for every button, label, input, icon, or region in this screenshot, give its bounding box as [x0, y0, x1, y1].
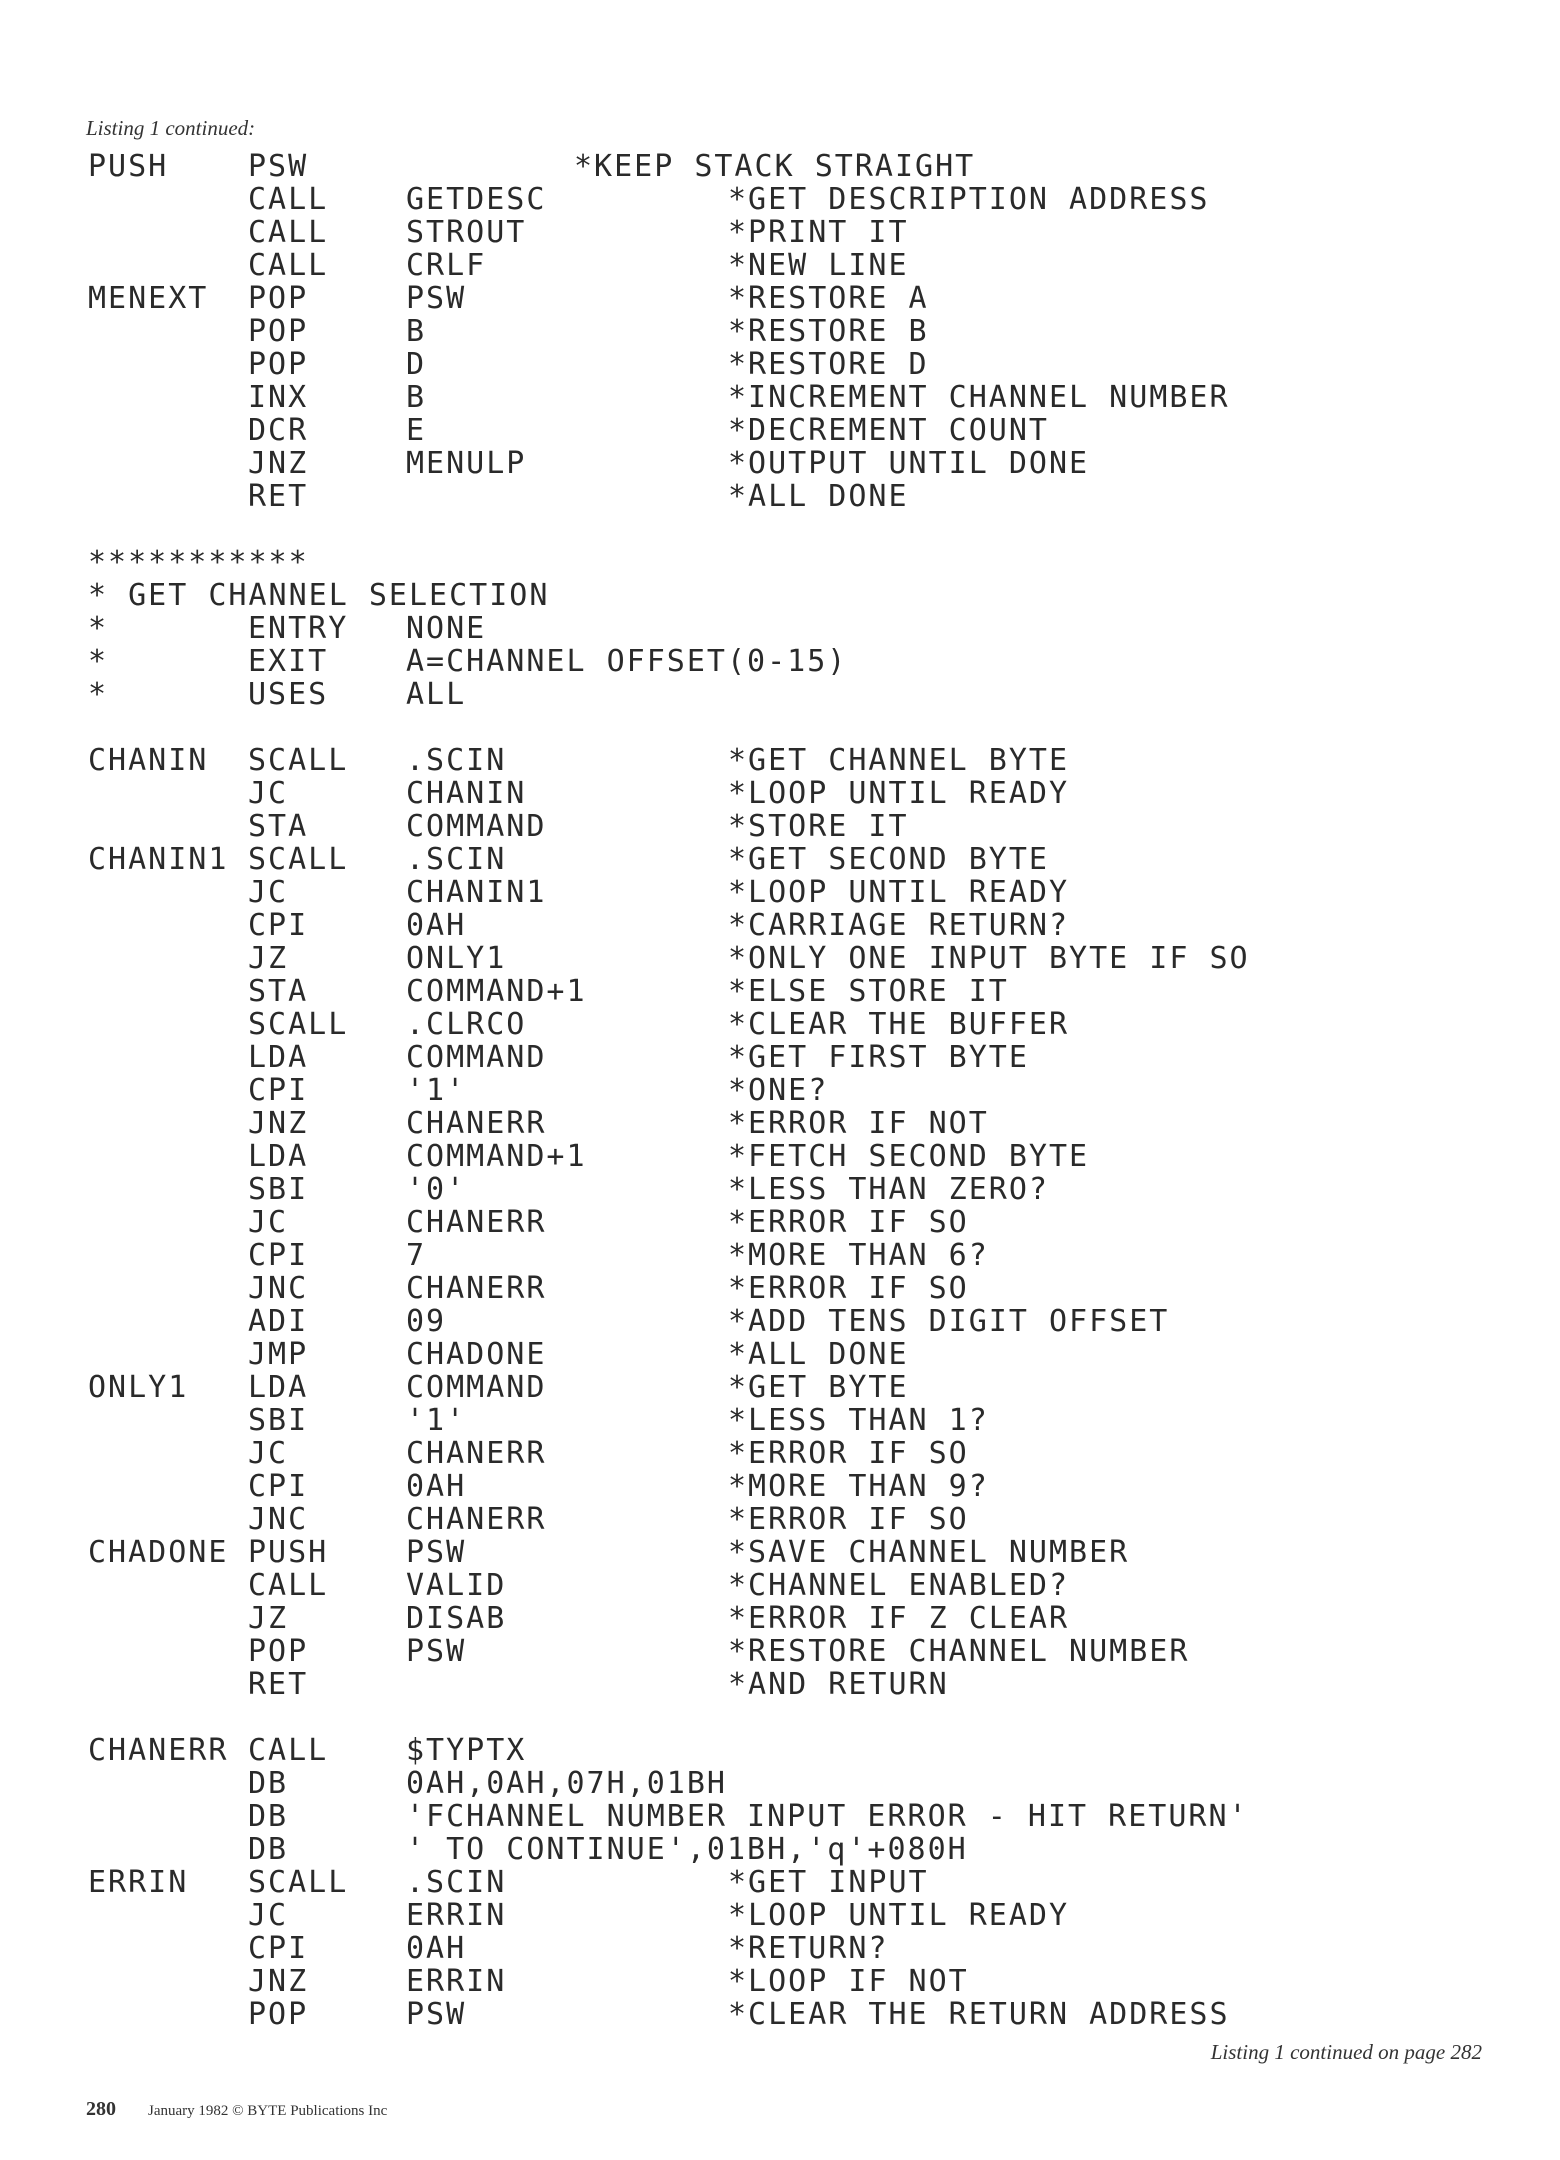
code-line	[84, 1074, 1484, 1107]
code-opcode: POP	[248, 281, 309, 316]
code-comment: *LOOP UNTIL READY	[728, 1898, 1070, 1933]
code-comment: *ONE?	[728, 1073, 829, 1108]
code-opcode: SCALL	[248, 1007, 349, 1042]
code-comment: *ERROR IF SO	[728, 1205, 969, 1240]
code-line	[84, 1404, 1484, 1437]
code-opcode: POP	[248, 347, 309, 382]
code-opcode: DB	[248, 1766, 289, 1801]
code-line	[84, 414, 1484, 447]
code-comment: *OUTPUT UNTIL DONE	[728, 446, 1090, 481]
code-opcode: USES	[248, 677, 329, 712]
code-comment: *CARRIAGE RETURN?	[728, 908, 1070, 943]
code-operand: CRLF	[406, 248, 487, 283]
code-opcode: SBI	[248, 1172, 309, 1207]
code-comment: *RESTORE A	[728, 281, 929, 316]
code-operand: ' TO CONTINUE',01BH,'q'+080H	[406, 1832, 968, 1867]
code-opcode: CALL	[248, 1733, 329, 1768]
section-header	[84, 612, 1484, 711]
code-operand: ERRIN	[406, 1964, 507, 1999]
code-operand: COMMAND+1	[406, 974, 587, 1009]
code-comment: *CLEAR THE BUFFER	[728, 1007, 1070, 1042]
code-operand: DISAB	[406, 1601, 507, 1636]
code-operand: A=CHANNEL OFFSET(0-15)	[406, 644, 848, 679]
code-opcode: JMP	[248, 1337, 309, 1372]
code-comment: *GET DESCRIPTION ADDRESS	[728, 182, 1210, 217]
code-opcode: DCR	[248, 413, 309, 448]
code-line	[84, 447, 1484, 480]
code-line	[84, 381, 1484, 414]
code-operand: '1'	[406, 1073, 467, 1108]
code-operand: 0AH	[406, 1931, 467, 1966]
code-operand: PSW	[406, 1535, 467, 1570]
code-opcode: JNC	[248, 1271, 309, 1306]
code-opcode: CALL	[248, 215, 329, 250]
code-opcode: ENTRY	[248, 611, 349, 646]
code-comment: *RETURN?	[728, 1931, 889, 1966]
code-opcode: SCALL	[248, 1865, 349, 1900]
code-operand: STROUT	[406, 215, 527, 250]
code-line	[84, 1206, 1484, 1239]
code-comment: *LOOP UNTIL READY	[728, 875, 1070, 910]
code-opcode: SCALL	[248, 842, 349, 877]
code-opcode: INX	[248, 380, 309, 415]
code-opcode: CALL	[248, 248, 329, 283]
blank-line	[84, 711, 1484, 744]
code-line	[84, 1041, 1484, 1074]
code-label: CHADONE	[88, 1535, 229, 1570]
code-operand: CHANERR	[406, 1205, 547, 1240]
code-operand: CHANERR	[406, 1106, 547, 1141]
code-operand: CHADONE	[406, 1337, 547, 1372]
code-opcode: CPI	[248, 1931, 309, 1966]
code-block-menu	[84, 150, 1484, 513]
code-opcode: JC	[248, 776, 289, 811]
code-operand: COMMAND	[406, 1370, 547, 1405]
code-opcode: LDA	[248, 1040, 309, 1075]
section-title	[84, 579, 1484, 612]
code-opcode: PUSH	[248, 1535, 329, 1570]
code-line	[84, 282, 1484, 315]
code-line	[84, 1965, 1484, 1998]
code-operand: B	[406, 380, 427, 415]
star-divider-text: ***********	[88, 545, 309, 580]
code-comment: *AND RETURN	[728, 1667, 949, 1702]
code-label: ERRIN	[88, 1865, 189, 1900]
code-line	[84, 1371, 1484, 1404]
code-comment: *GET BYTE	[728, 1370, 909, 1405]
code-comment: *ELSE STORE IT	[728, 974, 1009, 1009]
code-opcode: PSW	[248, 149, 309, 184]
code-comment: *FETCH SECOND BYTE	[728, 1139, 1090, 1174]
code-operand: MENULP	[406, 446, 527, 481]
code-operand: B	[406, 314, 427, 349]
code-line	[84, 1932, 1484, 1965]
code-comment: *GET FIRST BYTE	[728, 1040, 1029, 1075]
code-label: CHANIN1	[88, 842, 229, 877]
code-operand: ALL	[406, 677, 467, 712]
code-comment: *RESTORE D	[728, 347, 929, 382]
code-line	[84, 315, 1484, 348]
code-opcode: CALL	[248, 1568, 329, 1603]
code-line	[84, 1767, 1484, 1800]
code-comment: *ALL DONE	[728, 1337, 909, 1372]
code-operand: ONLY1	[406, 941, 507, 976]
code-opcode: JC	[248, 1436, 289, 1471]
code-comment: *MORE THAN 6?	[728, 1238, 989, 1273]
code-line	[84, 810, 1484, 843]
code-operand: D	[406, 347, 427, 382]
code-line	[84, 1668, 1484, 1701]
code-operand: '0'	[406, 1172, 467, 1207]
page-number: 280	[86, 2098, 116, 2120]
code-line	[84, 942, 1484, 975]
code-opcode: POP	[248, 1634, 309, 1669]
code-operand: .SCIN	[406, 842, 507, 877]
code-operand: GETDESC	[406, 182, 547, 217]
code-line	[84, 843, 1484, 876]
code-opcode: JNZ	[248, 1106, 309, 1141]
code-line	[84, 183, 1484, 216]
code-comment: *SAVE CHANNEL NUMBER	[728, 1535, 1130, 1570]
code-opcode: JNZ	[248, 1964, 309, 1999]
code-line	[84, 1272, 1484, 1305]
code-operand: 0AH	[406, 1469, 467, 1504]
code-operand: 7	[406, 1238, 427, 1273]
code-opcode: JC	[248, 1898, 289, 1933]
code-line	[84, 744, 1484, 777]
code-operand: VALID	[406, 1568, 507, 1603]
code-comment: *INCREMENT CHANNEL NUMBER	[728, 380, 1230, 415]
code-operand: 'FCHANNEL NUMBER INPUT ERROR - HIT RETURN'	[406, 1799, 1249, 1834]
code-opcode: JZ	[248, 1601, 289, 1636]
code-line	[84, 1008, 1484, 1041]
code-comment: *NEW LINE	[728, 248, 909, 283]
code-label: CHANERR	[88, 1733, 229, 1768]
code-comment: *ERROR IF NOT	[728, 1106, 989, 1141]
code-comment: *LOOP UNTIL READY	[728, 776, 1070, 811]
code-comment: *GET INPUT	[728, 1865, 929, 1900]
code-line	[84, 1800, 1484, 1833]
code-label: *	[88, 644, 109, 679]
code-line	[84, 1569, 1484, 1602]
code-operand: PSW	[406, 1997, 467, 2032]
code-opcode: EXIT	[248, 644, 329, 679]
code-operand: .CLRCO	[406, 1007, 527, 1042]
code-line	[84, 1140, 1484, 1173]
section-title-text: * GET CHANNEL SELECTION	[88, 578, 550, 613]
code-operand: CHANIN1	[406, 875, 547, 910]
code-line	[84, 1635, 1484, 1668]
code-opcode: POP	[248, 1997, 309, 2032]
code-opcode: CPI	[248, 908, 309, 943]
code-line	[84, 612, 1484, 645]
code-operand: $TYPTX	[406, 1733, 527, 1768]
code-comment: *ONLY ONE INPUT BYTE IF SO	[728, 941, 1250, 976]
code-comment: *RESTORE CHANNEL NUMBER	[728, 1634, 1190, 1669]
code-line	[84, 1899, 1484, 1932]
code-opcode: POP	[248, 314, 309, 349]
code-opcode: SBI	[248, 1403, 309, 1438]
code-comment: *ADD TENS DIGIT OFFSET	[728, 1304, 1170, 1339]
code-line	[84, 645, 1484, 678]
code-comment: *DECREMENT COUNT	[728, 413, 1049, 448]
code-operand: CHANIN	[406, 776, 527, 811]
code-line	[84, 348, 1484, 381]
publication-line: January 1982 © BYTE Publications Inc	[148, 2103, 388, 2119]
code-operand: COMMAND+1	[406, 1139, 587, 1174]
code-opcode: LDA	[248, 1370, 309, 1405]
code-line	[84, 1602, 1484, 1635]
code-opcode: SCALL	[248, 743, 349, 778]
code-comment: *CHANNEL ENABLED?	[728, 1568, 1070, 1603]
code-operand: 09	[406, 1304, 447, 1339]
code-operand: '1'	[406, 1403, 467, 1438]
code-comment: *LOOP IF NOT	[728, 1964, 969, 1999]
code-opcode: DB	[248, 1832, 289, 1867]
code-opcode: DB	[248, 1799, 289, 1834]
code-comment: *GET SECOND BYTE	[728, 842, 1049, 877]
code-listing	[84, 150, 1484, 2031]
code-line	[84, 216, 1484, 249]
code-comment: *ALL DONE	[728, 479, 909, 514]
code-operand: 0AH	[406, 908, 467, 943]
code-label: *	[88, 677, 109, 712]
code-comment: *ERROR IF SO	[728, 1502, 969, 1537]
listing-header: Listing 1 continued:	[86, 116, 256, 140]
star-divider	[84, 546, 1484, 579]
code-comment: *PRINT IT	[728, 215, 909, 250]
code-opcode: JC	[248, 875, 289, 910]
code-comment: *KEEP STACK STRAIGHT	[574, 149, 976, 184]
code-opcode: JNC	[248, 1502, 309, 1537]
code-line	[84, 150, 1484, 183]
code-operand: CHANERR	[406, 1271, 547, 1306]
code-opcode: JNZ	[248, 446, 309, 481]
code-operand: PSW	[406, 281, 467, 316]
code-opcode: CALL	[248, 182, 329, 217]
code-opcode: CPI	[248, 1073, 309, 1108]
code-operand: NONE	[406, 611, 487, 646]
code-line	[84, 249, 1484, 282]
continued-note: Listing 1 continued on page 282	[1210, 2040, 1482, 2064]
code-comment: *LESS THAN ZERO?	[728, 1172, 1049, 1207]
code-opcode: STA	[248, 809, 309, 844]
code-line	[84, 1998, 1484, 2031]
code-operand: PSW	[406, 1634, 467, 1669]
blank-line	[84, 1701, 1484, 1734]
code-line	[84, 876, 1484, 909]
code-operand: .SCIN	[406, 743, 507, 778]
code-line	[84, 1173, 1484, 1206]
code-label: *	[88, 611, 109, 646]
code-opcode: STA	[248, 974, 309, 1009]
code-opcode: CPI	[248, 1238, 309, 1273]
code-opcode: RET	[248, 479, 309, 514]
code-operand: COMMAND	[406, 1040, 547, 1075]
code-opcode: CPI	[248, 1469, 309, 1504]
code-comment: *LESS THAN 1?	[728, 1403, 989, 1438]
code-label: PUSH	[88, 149, 169, 184]
code-comment: *ERROR IF Z CLEAR	[728, 1601, 1070, 1636]
code-comment: *ERROR IF SO	[728, 1271, 969, 1306]
code-opcode: LDA	[248, 1139, 309, 1174]
code-label: MENEXT	[88, 281, 209, 316]
code-line	[84, 678, 1484, 711]
code-line	[84, 480, 1484, 513]
code-line	[84, 1437, 1484, 1470]
code-opcode: JC	[248, 1205, 289, 1240]
code-operand: .SCIN	[406, 1865, 507, 1900]
code-line	[84, 1503, 1484, 1536]
code-line	[84, 1470, 1484, 1503]
code-comment: *GET CHANNEL BYTE	[728, 743, 1070, 778]
code-opcode: JZ	[248, 941, 289, 976]
code-line	[84, 975, 1484, 1008]
code-line	[84, 1833, 1484, 1866]
code-line	[84, 1107, 1484, 1140]
code-operand: 0AH,0AH,07H,01BH	[406, 1766, 727, 1801]
page-footer	[86, 2098, 387, 2121]
code-operand: CHANERR	[406, 1436, 547, 1471]
code-operand: CHANERR	[406, 1502, 547, 1537]
code-comment: *ERROR IF SO	[728, 1436, 969, 1471]
code-line	[84, 1734, 1484, 1767]
code-line	[84, 1305, 1484, 1338]
code-label: ONLY1	[88, 1370, 189, 1405]
code-line	[84, 909, 1484, 942]
code-line	[84, 1536, 1484, 1569]
code-operand: ERRIN	[406, 1898, 507, 1933]
code-line	[84, 1866, 1484, 1899]
code-line	[84, 1239, 1484, 1272]
code-opcode: ADI	[248, 1304, 309, 1339]
code-line	[84, 1338, 1484, 1371]
code-comment: *MORE THAN 9?	[728, 1469, 989, 1504]
code-operand: E	[406, 413, 427, 448]
blank-line	[84, 513, 1484, 546]
code-opcode: RET	[248, 1667, 309, 1702]
code-comment: *RESTORE B	[728, 314, 929, 349]
code-comment: *STORE IT	[728, 809, 909, 844]
code-block-chanin	[84, 744, 1484, 1701]
code-operand: COMMAND	[406, 809, 547, 844]
code-comment: *CLEAR THE RETURN ADDRESS	[728, 1997, 1230, 2032]
code-block-chanerr	[84, 1734, 1484, 2031]
code-label: CHANIN	[88, 743, 209, 778]
code-line	[84, 777, 1484, 810]
